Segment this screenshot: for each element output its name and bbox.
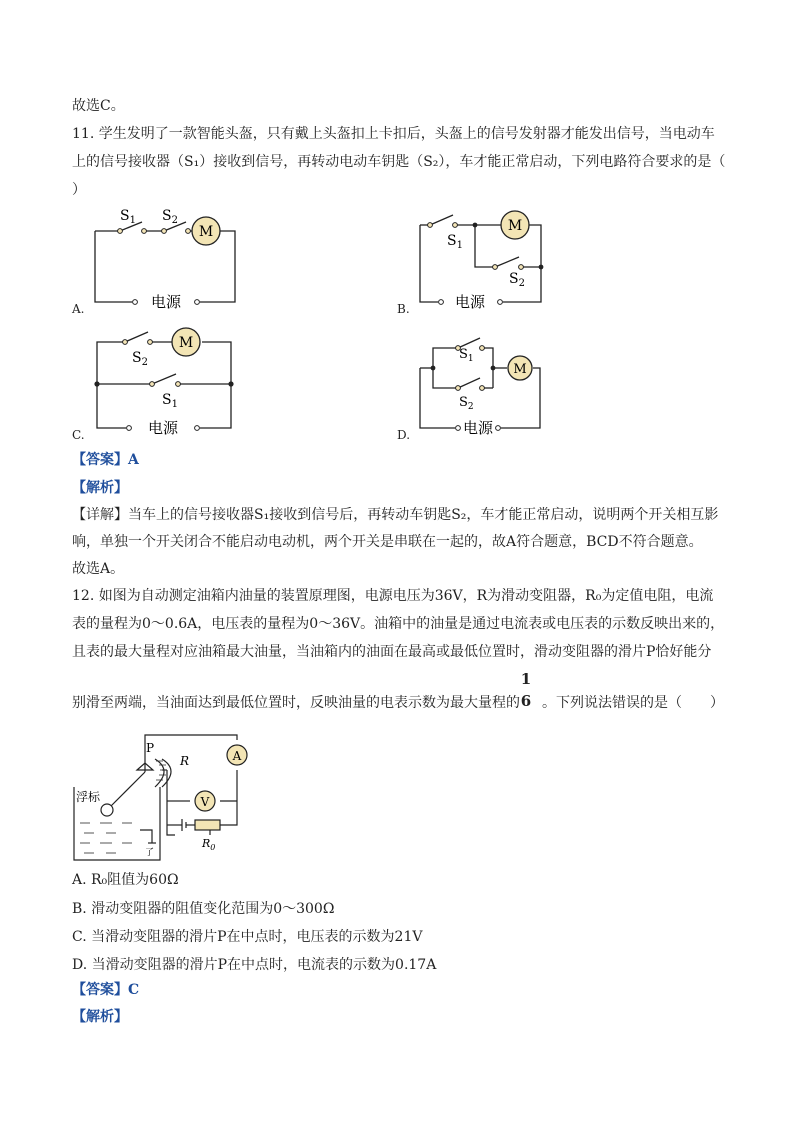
circuit-option-b: [415, 205, 555, 320]
option-c-label: C.: [72, 428, 85, 442]
question-11-line-2: 上的信号接收器（S₁）接收到信号，再转动电动车钥匙（S₂），车才能正常启动，下列电路符合要求的是（: [72, 154, 726, 170]
circuit-option-c: [90, 322, 250, 437]
answer-12: 【答案】C: [72, 982, 140, 998]
oil-gauge-diagram: [70, 715, 255, 865]
motor-label: M: [513, 362, 527, 377]
power-source-label: 电源: [454, 293, 486, 311]
motor-label: M: [178, 335, 194, 351]
fraction-numerator: 1: [520, 670, 532, 688]
power-source-label: 电源: [462, 419, 494, 437]
question-11-line-3: ）: [72, 182, 86, 198]
switch-s1-label: $S_1$: [459, 347, 474, 364]
motor-label: M: [507, 218, 523, 234]
detail-11-line-2: 响，单独一个开关闭合不能启动电动机，两个开关是串联在一起的，故A符合题意，BCD不符合题意。: [72, 534, 703, 550]
switch-s2-label: $S_2$: [132, 350, 148, 368]
question-11-line-1: 11. 学生发明了一款智能头盔，只有戴上头盔扣上卡扣后，头盔上的信号发射器才能发出信号，当电动车: [72, 126, 715, 142]
switch-s1-label: $S_1$: [120, 208, 136, 226]
power-source-label: 电源: [147, 419, 179, 437]
float-label: 浮标: [76, 790, 101, 804]
slider-p-label: P: [146, 741, 155, 755]
option-a: A. R₀阻值为60Ω: [72, 872, 179, 888]
voltmeter-label: V: [200, 795, 210, 809]
valve-label: 了: [145, 848, 155, 858]
option-c: C. 当滑动变阻器的滑片P在中点时，电压表的示数为21V: [72, 929, 423, 945]
text-line: 故选C。: [72, 98, 125, 114]
question-12-line-1: 12. 如图为自动测定油箱内油量的装置原理图，电源电压为36V，R为滑动变阻器，R₀为定值电阻，电流: [72, 588, 714, 604]
option-a-label: A.: [72, 302, 85, 316]
option-b-label: B.: [397, 302, 410, 316]
r0-label: $R_0$: [202, 837, 216, 852]
switch-s2-label: $S_2$: [459, 395, 474, 412]
ammeter-label: A: [232, 749, 242, 763]
circuit-option-d: [415, 330, 555, 440]
rheostat-r-label: R: [180, 754, 190, 768]
analysis-12: 【解析】: [72, 1009, 128, 1025]
question-12-line-2: 表的量程为0～0.6A，电压表的量程为0～36V。油箱中的油量是通过电流表或电压表的示数反映出来的，: [72, 616, 725, 632]
question-12-line-4: 别滑至两端，当油面达到最低位置时，反映油量的电表示数为最大量程的 。下列说法错误的是（ ）: [72, 695, 724, 711]
detail-11-line-1: 【详解】当车上的信号接收器S₁接收到信号后，再转动车钥匙S₂，车才能正常启动，说明两个开关相互影: [72, 507, 719, 523]
motor-label: M: [198, 224, 214, 240]
conclusion-11: 故选A。: [72, 561, 125, 577]
power-source-label: 电源: [150, 293, 182, 311]
question-12-line-3: 且表的最大量程对应油箱最大油量，当油箱内的油面在最高或最低位置时，滑动变阻器的滑片P恰好能分: [72, 644, 712, 660]
circuit-option-a: [90, 198, 270, 318]
switch-s1-label: $S_1$: [162, 392, 178, 410]
switch-s2-label: $S_2$: [162, 208, 178, 226]
option-d-label: D.: [397, 428, 411, 442]
option-d: D. 当滑动变阻器的滑片P在中点时，电流表的示数为0.17A: [72, 957, 437, 973]
switch-s1-label: $S_1$: [447, 233, 463, 251]
answer-11: 【答案】A: [72, 452, 139, 468]
analysis-11: 【解析】: [72, 480, 128, 496]
switch-s2-label: $S_2$: [509, 271, 525, 289]
fraction-denominator: 6: [520, 692, 532, 710]
option-b: B. 滑动变阻器的阻值变化范围为0～300Ω: [72, 901, 335, 917]
